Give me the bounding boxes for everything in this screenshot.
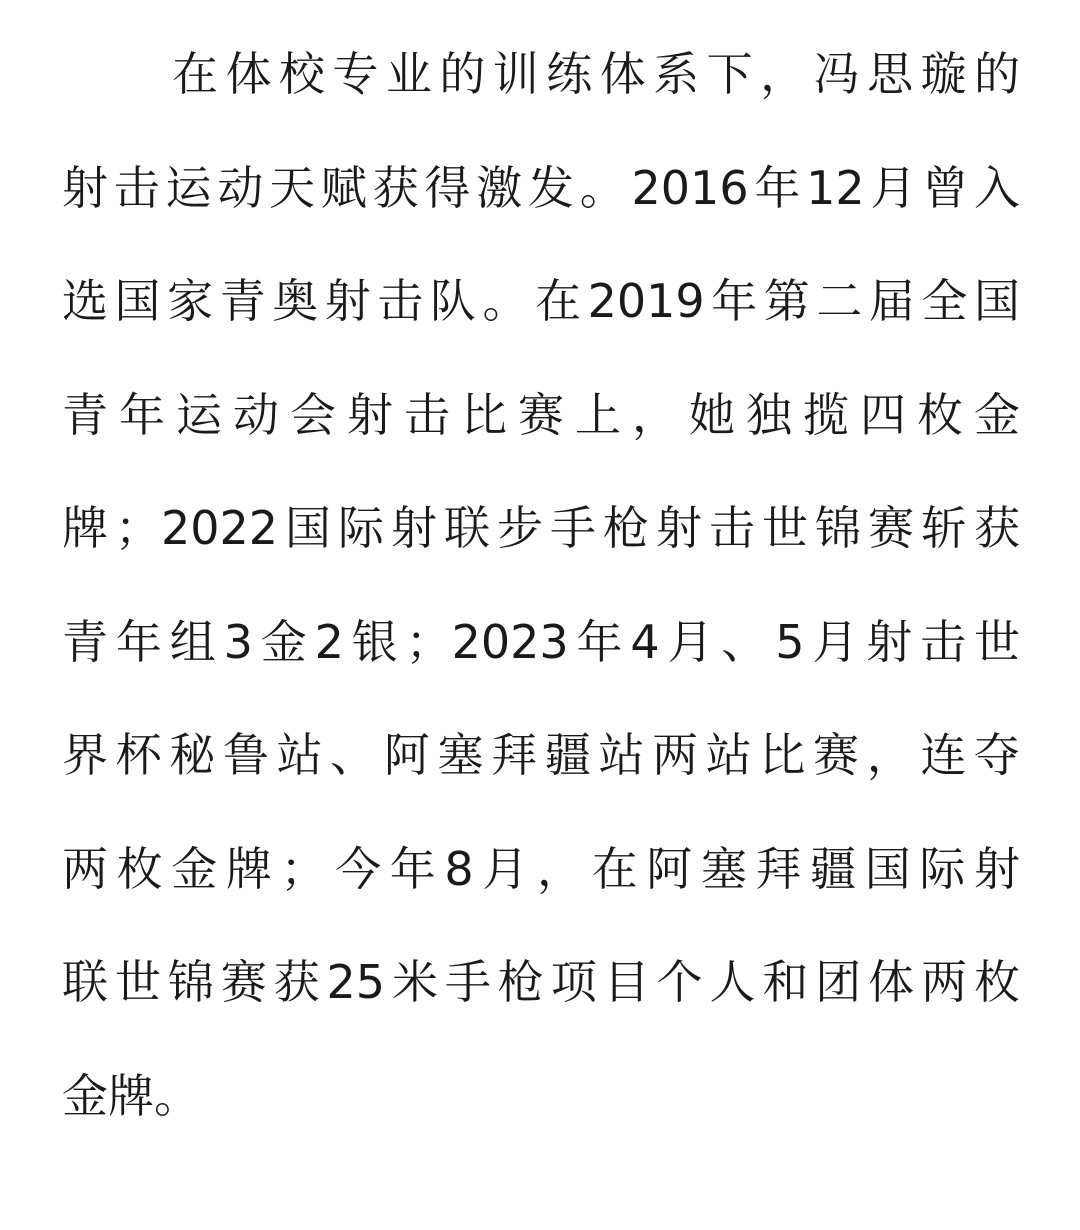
paragraph-line: 界杯秘鲁站、阿塞拜疆站两站比赛，连夺 [62, 728, 1020, 782]
article-paragraph [62, 18, 1020, 1153]
paragraph-line: 青年运动会射击比赛上，她独揽四枚金 [62, 387, 1020, 442]
paragraph-line: 射击运动天赋获得激发。2016年12月曾入 [62, 160, 1020, 215]
paragraph-line: 牌；2022国际射联步手枪射击世锦赛斩获 [62, 501, 1020, 555]
paragraph-line: 青年组3金2银；2023年4月、5月射击世 [62, 614, 1020, 669]
paragraph-line: 在体校专业的训练体系下，冯思璇的 [172, 47, 1020, 101]
paragraph-line: 两枚金牌；今年8月，在阿塞拜疆国际射 [62, 841, 1020, 896]
paragraph-line: 联世锦赛获25米手枪项目个人和团体两枚 [62, 955, 1020, 1009]
paragraph-line: 金牌。 [62, 1068, 200, 1123]
paragraph-line: 选国家青奥射击队。在2019年第二届全国 [62, 274, 1020, 328]
